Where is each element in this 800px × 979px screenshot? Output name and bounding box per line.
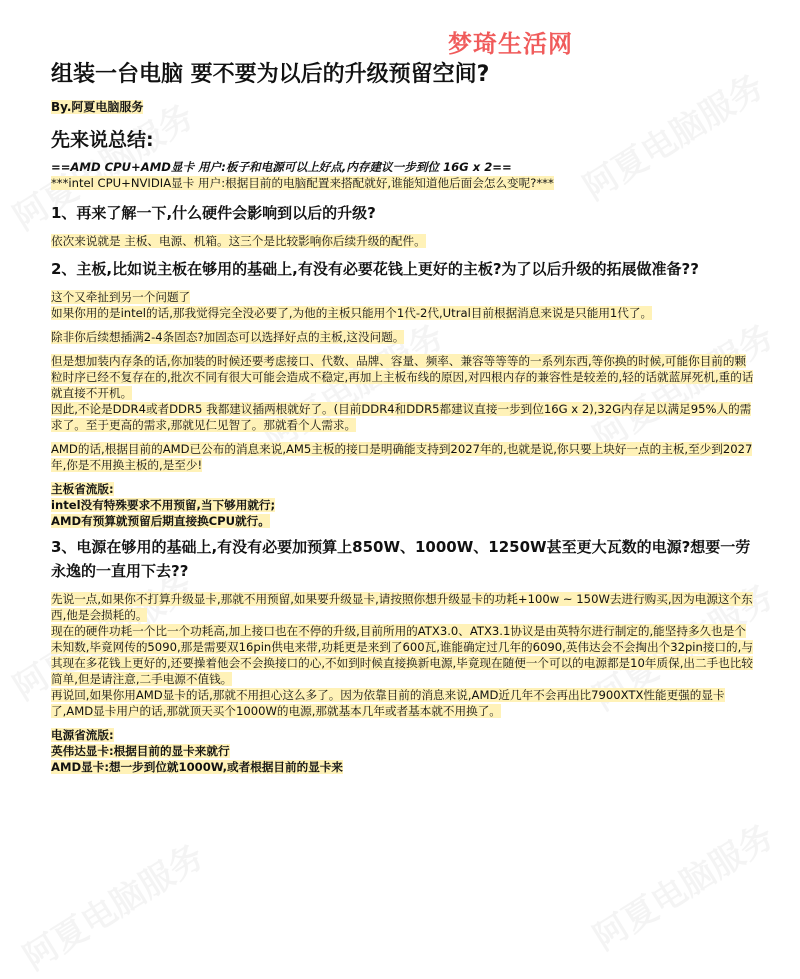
section3-heading: 3、电源在够用的基础上,有没有必要加预算上850W、1000W、1250W甚至更大瓦数的电源?想要一劳永逸的一直用下去?? bbox=[51, 538, 751, 580]
section2-paragraph: 但是想加装内存条的话,你加装的时候还要考虑接口、代数、品牌、容量、频率、兼容等等等的一系列东西,等你换的时候,可能你目前的颗粒时序已经不复存在的,批次不同有很大可能会造成不稳定,再加上主板布线的原因,对四根内存的兼容性是较差的,轻的话就蓝屏死机,重的话就直接不开机。 因此,不论是DDR4或者DDR5 我都建议插两根就好了。(目前DDR4和DDR5都建议直接一步到位16G x 2),32G内存足以满足95%人的需求了。至于更高的需求,那就见仁见智了。那就看个人需求。 bbox=[51, 354, 754, 432]
summary-heading: 先来说总结: bbox=[51, 129, 154, 151]
section2-paragraph: 除非你后续想插满2-4条固态?加固态可以选择好点的主板,这没问题。 bbox=[51, 330, 405, 344]
motherboard-tip: 主板省流版: intel没有特殊要求不用预留,当下够用就行; AMD有预算就预留后期直接换CPU就行。 bbox=[51, 482, 276, 528]
section1-heading: 1、再来了解一下,什么硬件会影响到以后的升级? bbox=[51, 204, 376, 222]
section2-paragraph: AMD的话,根据目前的AMD已公布的消息来说,AM5主板的接口是明确能支持到2027年的,也就是说,你只要上块好一点的主板,至少到2027年,你是不用换主板的,是至少! bbox=[51, 442, 753, 472]
document-body bbox=[51, 60, 756, 775]
page-title: 组装一台电脑 要不要为以后的升级预留空间? bbox=[51, 62, 490, 87]
section2-paragraph: 这个又牵扯到另一个问题了 如果你用的是intel的话,那我觉得完全没必要了,为他的主板只能用个1代-2代,Utral目前根据消息来说是只能用1代了。 bbox=[51, 290, 653, 320]
summary-intel-line: ***intel CPU+NVIDIA显卡 用户:根据目前的电脑配置来搭配就好,谁能知道他后面会怎么变呢?*** bbox=[51, 176, 554, 190]
author-byline: By.阿夏电脑服务 bbox=[51, 100, 144, 114]
psu-tip: 电源省流版: 英伟达显卡:根据目前的显卡来就行 AMD显卡:想一步到位就1000W,或者根据目前的显卡来 bbox=[51, 728, 343, 774]
section3-paragraph: 先说一点,如果你不打算升级显卡,那就不用预留,如果要升级显卡,请按照你想升级显卡的功耗+100w ~ 150W去进行购买,因为电源这个东西,他是会损耗的。 现在的硬件功耗一个比一个功耗高,加上接口也在不停的升级,目前所用的ATX3.0、ATX3.1协议是由英特尔进行制定的,能坚持多久也是个未知数,毕竟网传的5090,那是需要双16pin供电来带,功耗更是来到了600瓦,谁能确定过几年的6090,英伟达会不会掏出个32pin接口的,与其现在多花钱上更好的,还要操着他会不会换接口的心,不如到时候直接换新电源,毕竟现在随便一个可以的电源都是10年质保,出二手也比较简单,但是请注意,二手电源不值钱。 再说回,如果你用AMD显卡的话,那就不用担心这么多了。因为依靠目前的消息来说,AMD近几年不会再出比7900XTX性能更强的显卡了,AMD显卡用户的话,那就顶天买个1000W的电源,那就基本几年或者基本就不用换了。 bbox=[51, 592, 753, 718]
summary-amd-line: ==AMD CPU+AMD显卡 用户:板子和电源可以上好点,内存建议一步到位 16G x 2== bbox=[51, 160, 512, 174]
section2-heading: 2、主板,比如说主板在够用的基础上,有没有必要花钱上更好的主板?为了以后升级的拓展做准备?? bbox=[51, 260, 699, 278]
section1-paragraph: 依次来说就是 主板、电源、机箱。这三个是比较影响你后续升级的配件。 bbox=[51, 234, 426, 248]
diagonal-watermark bbox=[583, 810, 782, 960]
site-watermark: 梦琦生活网 bbox=[448, 30, 573, 58]
diagonal-watermark bbox=[13, 830, 212, 979]
